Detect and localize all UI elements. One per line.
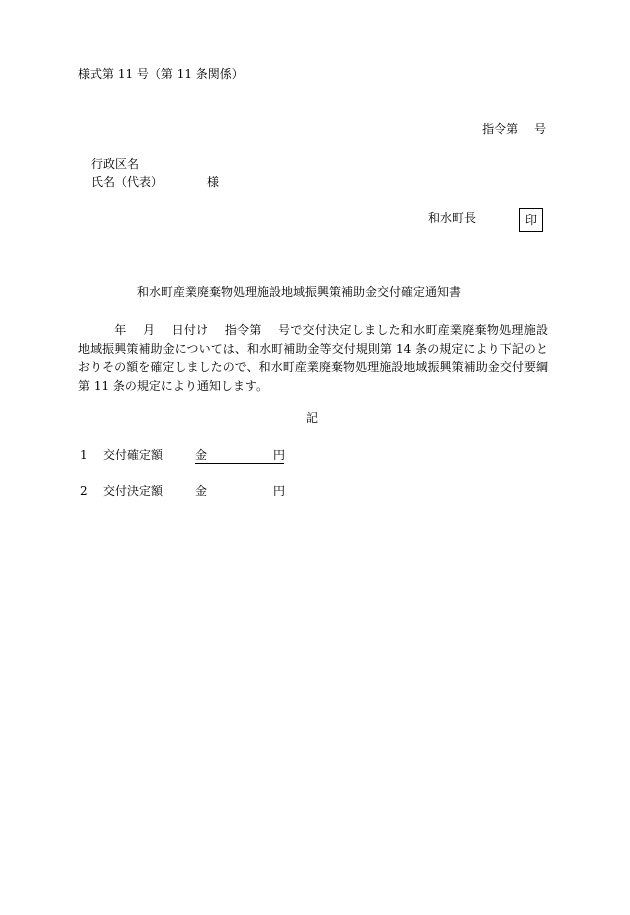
item-number: 1 [80,448,88,462]
addressee-name-line [91,176,219,188]
seal-box [519,208,543,232]
body-text: 年 月 日付け 指令第 号で交付決定しました和水町産業廃棄物処理施設地域振興策補助金については、和水町補助金等交付規則第 14 条の規定により下記のとおりその額を確定しましたので、和水町産業廃棄物処理施設地域振興策補助金交付要綱第 11 条の規定により通知します。 [78,323,548,393]
form-number: 様式第 11 号（第 11 条関係） [78,67,244,81]
amount-prefix: 金 [195,448,208,462]
item-label: 交付決定額 [103,484,164,498]
amount-prefix: 金 [195,484,208,498]
amount-underline [195,463,284,464]
item-confirmed-amount [80,449,300,465]
issuer-title: 和水町長 [428,211,477,225]
seal-label: 印 [524,213,537,227]
item-decided-amount [80,485,300,501]
item-label: 交付確定額 [103,448,164,462]
addressee-name: 氏名（代表） [91,175,164,189]
document-title: 和水町産業廃棄物処理施設地域振興策補助金交付確定通知書 [137,285,462,299]
ki-heading: 記 [306,411,319,425]
honorific: 様 [207,175,220,189]
amount-suffix: 円 [273,484,286,498]
item-number: 2 [80,484,88,498]
directive-number: 指令第 号 [482,122,546,136]
amount-suffix: 円 [273,448,286,462]
body-paragraph [78,321,548,395]
addressee-district: 行政区名 [91,157,140,171]
